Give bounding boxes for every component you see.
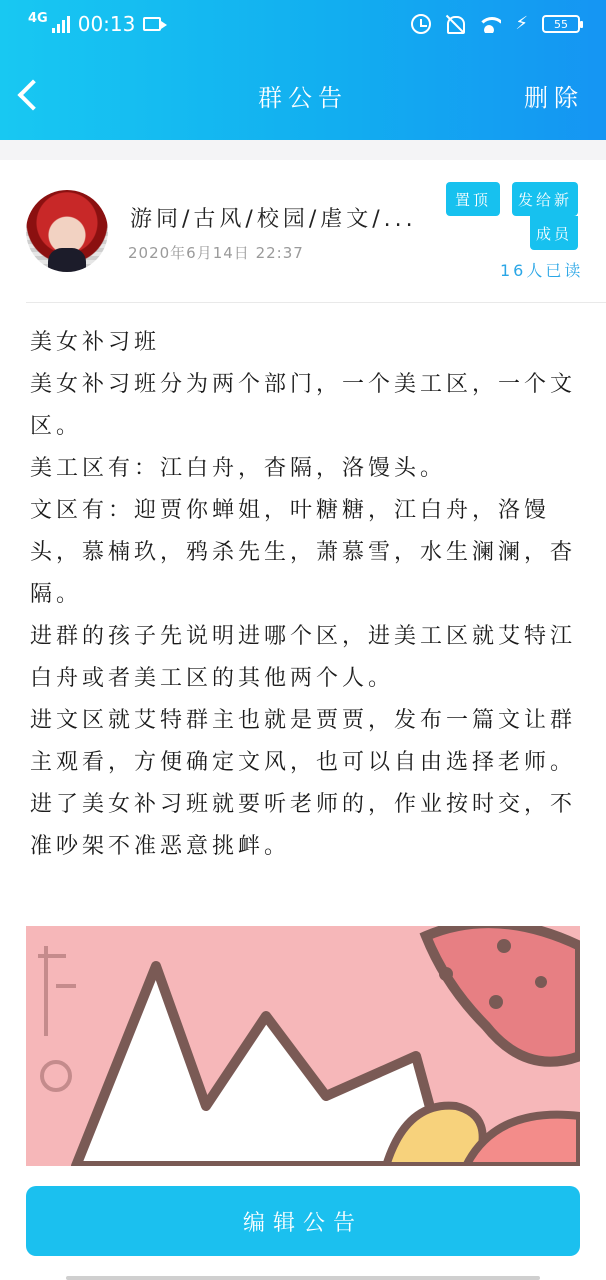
status-bar — [0, 0, 606, 52]
nav-bar — [0, 56, 606, 136]
post-date: 2020年6月14日 22:37 — [128, 244, 304, 262]
paragraph: 进群的孩子先说明进哪个区，进美工区就艾特江白舟或者美工区的其他两个人。 — [30, 624, 577, 691]
page-title: 群公告 — [258, 84, 348, 112]
announcement-image[interactable] — [26, 926, 580, 1166]
illustration — [26, 926, 580, 1166]
paragraph: 美女补习班分为两个部门，一个美工区，一个文区。 — [30, 372, 577, 439]
edit-announcement-button[interactable]: 编辑公告 — [26, 1186, 580, 1256]
avatar[interactable] — [26, 190, 108, 272]
paragraph: 美工区有：江白舟，杳隔，洛馒头。 — [30, 456, 447, 481]
alarm-icon — [411, 14, 431, 34]
paragraph: 进了美女补习班就要听老师的，作业按时交，不准吵架不准恶意挑衅。 — [30, 792, 577, 859]
pin-button[interactable]: 置顶 — [446, 182, 500, 216]
wifi-icon — [477, 15, 501, 33]
charging-icon: ⚡ — [515, 13, 528, 34]
network-type: 4G — [28, 10, 48, 26]
announcement-body — [30, 322, 582, 868]
video-icon — [143, 17, 161, 31]
clock: 00:13 — [77, 12, 136, 36]
paragraph: 美女补习班 — [30, 330, 161, 355]
paragraph: 进文区就艾特群主也就是贾贾，发布一篇文让群主观看，方便确定文风，也可以自由选择老师。 — [30, 708, 577, 775]
battery-level: 55 — [554, 17, 568, 31]
group-name: 游同/古风/校园/虐文/... — [130, 207, 417, 232]
delete-button[interactable]: 删除 — [524, 84, 584, 112]
read-count[interactable]: 16人已读 — [500, 261, 584, 280]
send-to-new-members-button[interactable]: 发给新 — [512, 182, 578, 216]
signal-icon — [52, 15, 70, 33]
battery-icon — [542, 15, 580, 33]
send-to-new-members-button-line2[interactable]: 成员 — [530, 216, 578, 250]
paragraph: 文区有：迎贾你蝉姐，叶糖糖，江白舟，洛馒头，慕楠玖，鸦杀先生，萧慕雪，水生澜澜，杳隔。 — [30, 498, 577, 607]
mute-bell-icon — [445, 14, 463, 34]
home-indicator — [66, 1276, 540, 1280]
divider — [26, 302, 606, 303]
section-gap — [0, 140, 606, 160]
